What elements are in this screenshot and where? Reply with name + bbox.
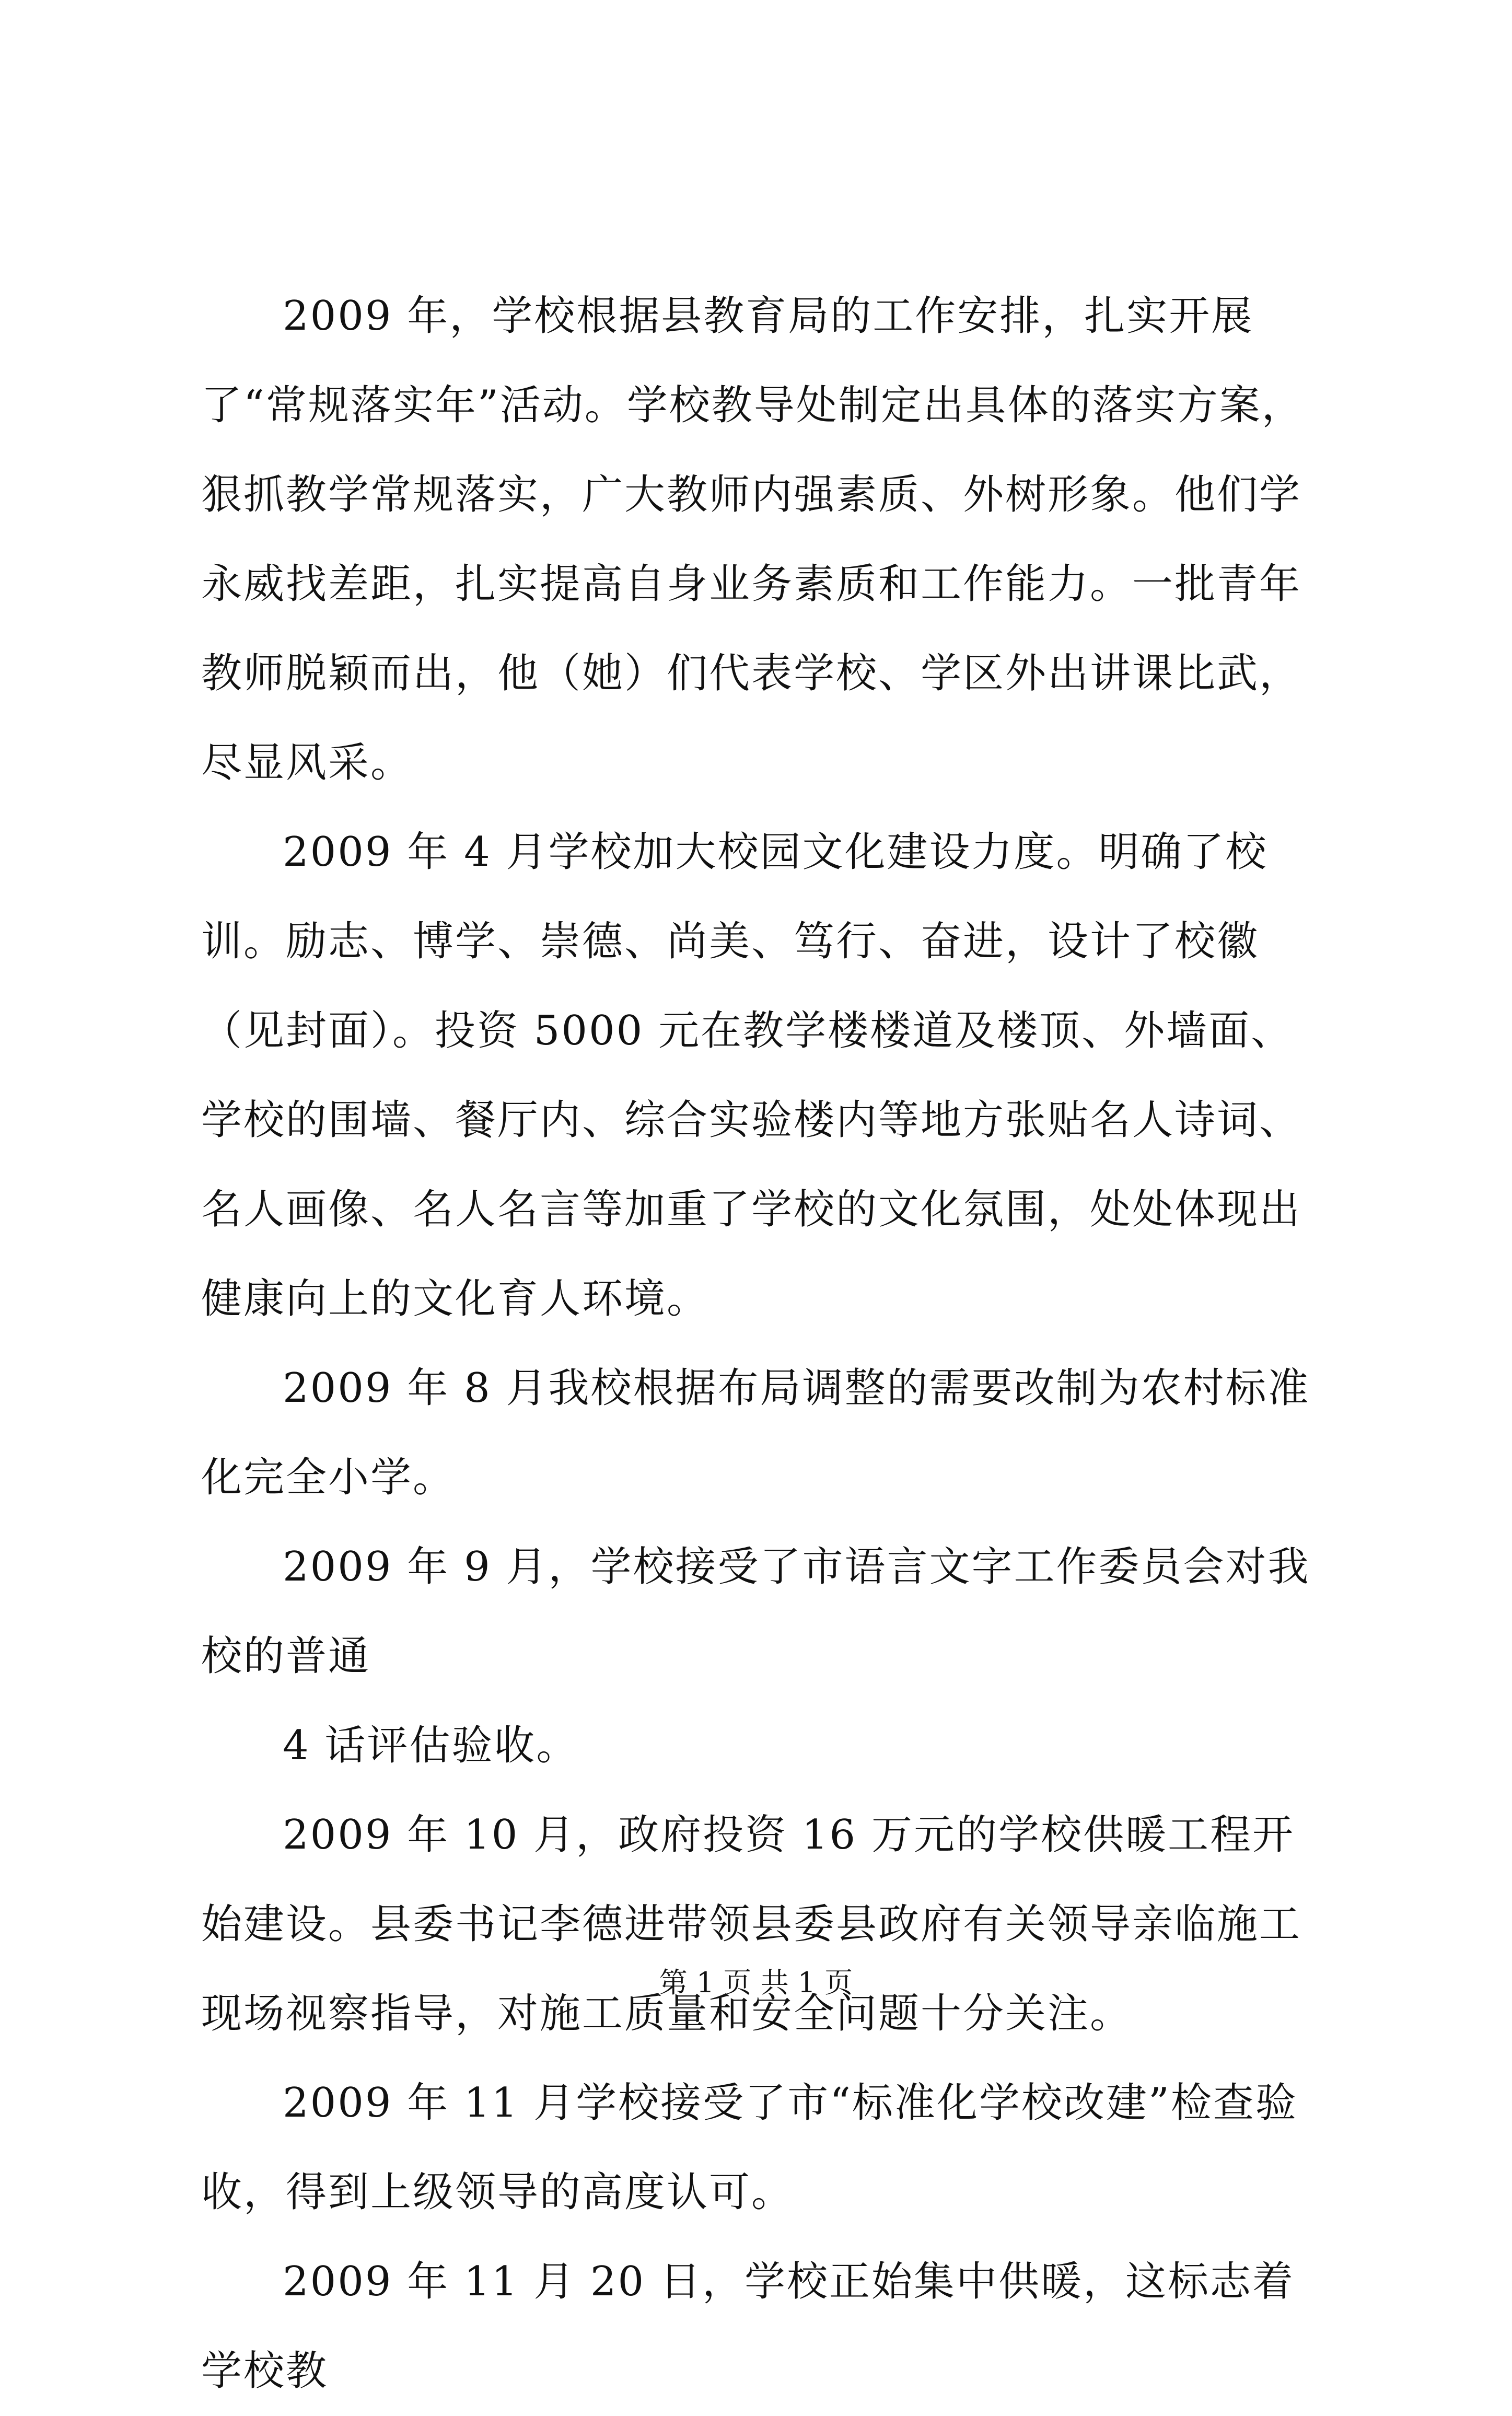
paragraph-3: 2009 年 8 月我校根据布局调整的需要改制为农村标准化完全小学。 (201, 1365, 1310, 1501)
paragraph-4: 2009 年 9 月，学校接受了市语言文字工作委员会对我校的普通 (201, 1543, 1310, 1680)
paragraph-1: 2009 年，学校根据县教育局的工作安排，扎实开展了“常规落实年”活动。学校教导处制定出具体的落实方案，狠抓教学常规落实，广大教师内强素质、外树形象。他们学永威找差距，扎实提高自身业务素质和工作能力。一批青年教师脱颖而出，他（她）们代表学校、学区外出讲课比武，尽显风采。 (201, 293, 1304, 786)
paragraph-6: 2009 年 10 月，政府投资 16 万元的学校供暖工程开始建设。县委书记李德进带领县委县政府有关领导亲临施工现场视察指导，对施工质量和安全问题十分关注。 (201, 1811, 1302, 2037)
paragraph-7: 2009 年 11 月学校接受了市“标准化学校改建”检查验收，得到上级领导的高度认可。 (201, 2080, 1298, 2216)
paragraph-2: 2009 年 4 月学校加大校园文化建设力度。明确了校训。励志、博学、崇德、尚美、笃行、奋进，设计了校徽（见封面）。投资 5000 元在教学楼楼道及楼顶、外墙面、学校的围墙、餐厅内、综合实验楼内等地方张贴名人诗词、名人画像、名人名言等加重了学校的文化氛围，处处体现出健康向上的文化育人环境。 (201, 829, 1302, 1322)
page-footer: 第 1 页 共 1 页 (659, 1966, 853, 1999)
paragraph-5: 4 话评估验收。 (283, 1722, 579, 1769)
document-body (201, 272, 1330, 2416)
paragraph-8: 2009 年 11 月 20 日，学校正始集中供暖，这标志着学校教 (201, 2258, 1295, 2395)
